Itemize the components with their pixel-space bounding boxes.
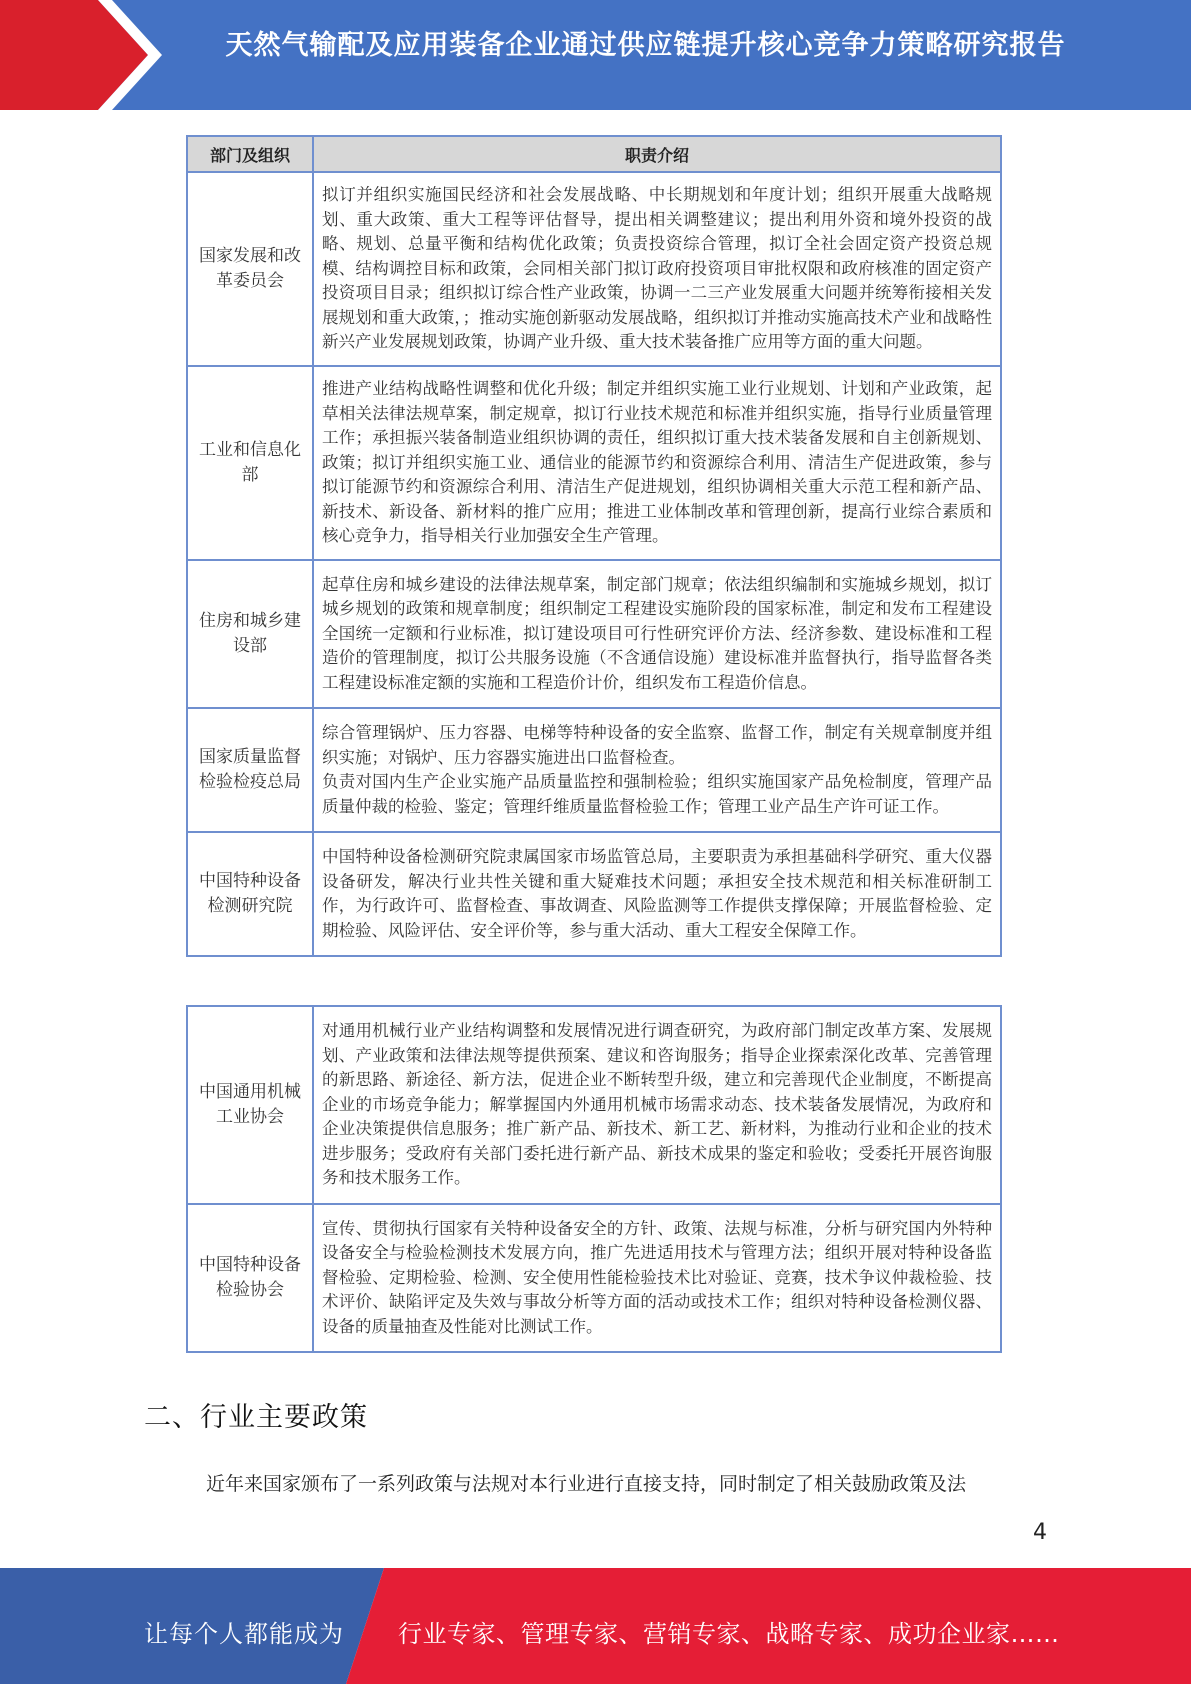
table-row — [187, 708, 1001, 832]
page-footer — [0, 1568, 1191, 1684]
department-name: 住房和城乡建设部 — [187, 560, 313, 708]
department-name: 国家质量监督检验检疫总局 — [187, 708, 313, 832]
table-header-row — [187, 136, 1001, 172]
duty-paragraph: 负责对国内生产企业实施产品质量监控和强制检验；组织实施国家产品免检制度，管理产品质量仲裁的检验、鉴定；管理纤维质量监督检验工作；管理工业产品生产许可证工作。 — [322, 772, 992, 816]
table-row — [187, 172, 1001, 366]
department-name: 国家发展和改革委员会 — [187, 172, 313, 366]
department-duties — [313, 708, 1001, 832]
department-duties: 宣传、贯彻执行国家有关特种设备安全的方针、政策、法规与标准，分析与研究国内外特种设备安全与检验检测技术发展方向，推广先进适用技术与管理方法；组织开展对特种设备监督检验、定期检验、检测、安全使用性能检验技术比对验证、竞赛，技术争议仲裁检验、技术评价、缺陷评定及失效与事故分析等方面的活动或技术工作；组织对特种设备检测仪器、设备的质量抽查及性能对比测试工作。 — [313, 1204, 1001, 1352]
department-duties: 起草住房和城乡建设的法律法规草案，制定部门规章；依法组织编制和实施城乡规划，拟订城乡规划的政策和规章制度；组织制定工程建设实施阶段的国家标准，制定和发布工程建设全国统一定额和行业标准，拟订建设项目可行性研究评价方法、经济参数、建设标准和工程造价的管理制度，拟订公共服务设施（不含通信设施）建设标准并监督执行，指导监督各类工程建设标准定额的实施和工程造价计价，组织发布工程造价信息。 — [313, 560, 1001, 708]
table-row — [187, 1006, 1001, 1204]
table-row — [187, 1204, 1001, 1352]
section-heading: 二、行业主要政策 — [144, 1402, 368, 1433]
body-paragraph: 近年来国家颁布了一系列政策与法规对本行业进行直接支持，同时制定了相关鼓励政策及法 — [206, 1473, 967, 1495]
department-name: 中国通用机械工业协会 — [187, 1006, 313, 1204]
table-row — [187, 560, 1001, 708]
department-duties: 中国特种设备检测研究院隶属国家市场监管总局，主要职责为承担基础科学研究、重大仪器设备研发，解决行业共性关键和重大疑难技术问题；承担安全技术规范和相关标准研制工作，为行政许可、监督检查、事故调查、风险监测等工作提供支撑保障；开展监督检验、定期检验、风险评估、安全评价等，参与重大活动、重大工程安全保障工作。 — [313, 832, 1001, 956]
page-number: 4 — [1033, 1520, 1047, 1545]
page-header — [0, 0, 1191, 110]
department-duties: 拟订并组织实施国民经济和社会发展战略、中长期规划和年度计划；组织开展重大战略规划、重大政策、重大工程等评估督导，提出相关调整建议；提出利用外资和境外投资的战略、规划、总量平衡和结构优化政策；负责投资综合管理，拟订全社会固定资产投资总规模、结构调控目标和政策，会同相关部门拟订政府投资项目审批权限和政府核准的固定资产投资项目目录；组织拟订综合性产业政策，协调一二三产业发展重大问题并统筹衔接相关发展规划和重大政策，；推动实施创新驱动发展战略，组织拟订并推动实施高技术产业和战略性新兴产业发展规划政策，协调产业升级、重大技术装备推广应用等方面的重大问题。 — [313, 172, 1001, 366]
table-row — [187, 832, 1001, 956]
table-row — [187, 366, 1001, 560]
department-duties: 对通用机械行业产业结构调整和发展情况进行调查研究，为政府部门制定改革方案、发展规划、产业政策和法律法规等提供预案、建议和咨询服务；指导企业探索深化改革、完善管理的新思路、新途径、新方法，促进企业不断转型升级，建立和完善现代企业制度，不断提高企业的市场竞争能力；解掌握国内外通用机械市场需求动态、技术装备发展情况，为政府和企业决策提供信息服务；推广新产品、新技术、新工艺、新材料，为推动行业和企业的技术进步服务；受政府有关部门委托进行新产品、新技术成果的鉴定和验收；受委托开展咨询服务和技术服务工作。 — [313, 1006, 1001, 1204]
column-header-department: 部门及组织 — [187, 136, 313, 172]
duty-paragraph: 综合管理锅炉、压力容器、电梯等特种设备的安全监察、监督工作，制定有关规章制度并组织实施；对锅炉、压力容器实施进出口监督检查。 — [322, 723, 992, 767]
responsibility-table-part1 — [186, 135, 1002, 957]
department-name: 中国特种设备检测研究院 — [187, 832, 313, 956]
footer-slogan-right: 行业专家、管理专家、营销专家、战略专家、成功企业家…… — [398, 1620, 1060, 1648]
department-name: 工业和信息化部 — [187, 366, 313, 560]
column-header-responsibility: 职责介绍 — [313, 136, 1001, 172]
department-name: 中国特种设备检验协会 — [187, 1204, 313, 1352]
department-duties: 推进产业结构战略性调整和优化升级；制定并组织实施工业行业规划、计划和产业政策，起草相关法律法规草案，制定规章，拟订行业技术规范和标准并组织实施，指导行业质量管理工作；承担振兴装备制造业组织协调的责任，组织拟订重大技术装备发展和自主创新规划、政策；拟订并组织实施工业、通信业的能源节约和资源综合利用、清洁生产促进政策，参与拟订能源节约和资源综合利用、清洁生产促进规划，组织协调相关重大示范工程和新产品、新技术、新设备、新材料的推广应用；推进工业体制改革和管理创新，提高行业综合素质和核心竞争力，指导相关行业加强安全生产管理。 — [313, 366, 1001, 560]
footer-slogan-left: 让每个人都能成为 — [144, 1620, 344, 1648]
responsibility-table-part2 — [186, 1005, 1002, 1353]
document-title: 天然气输配及应用装备企业通过供应链提升核心竞争力策略研究报告 — [225, 30, 1066, 61]
